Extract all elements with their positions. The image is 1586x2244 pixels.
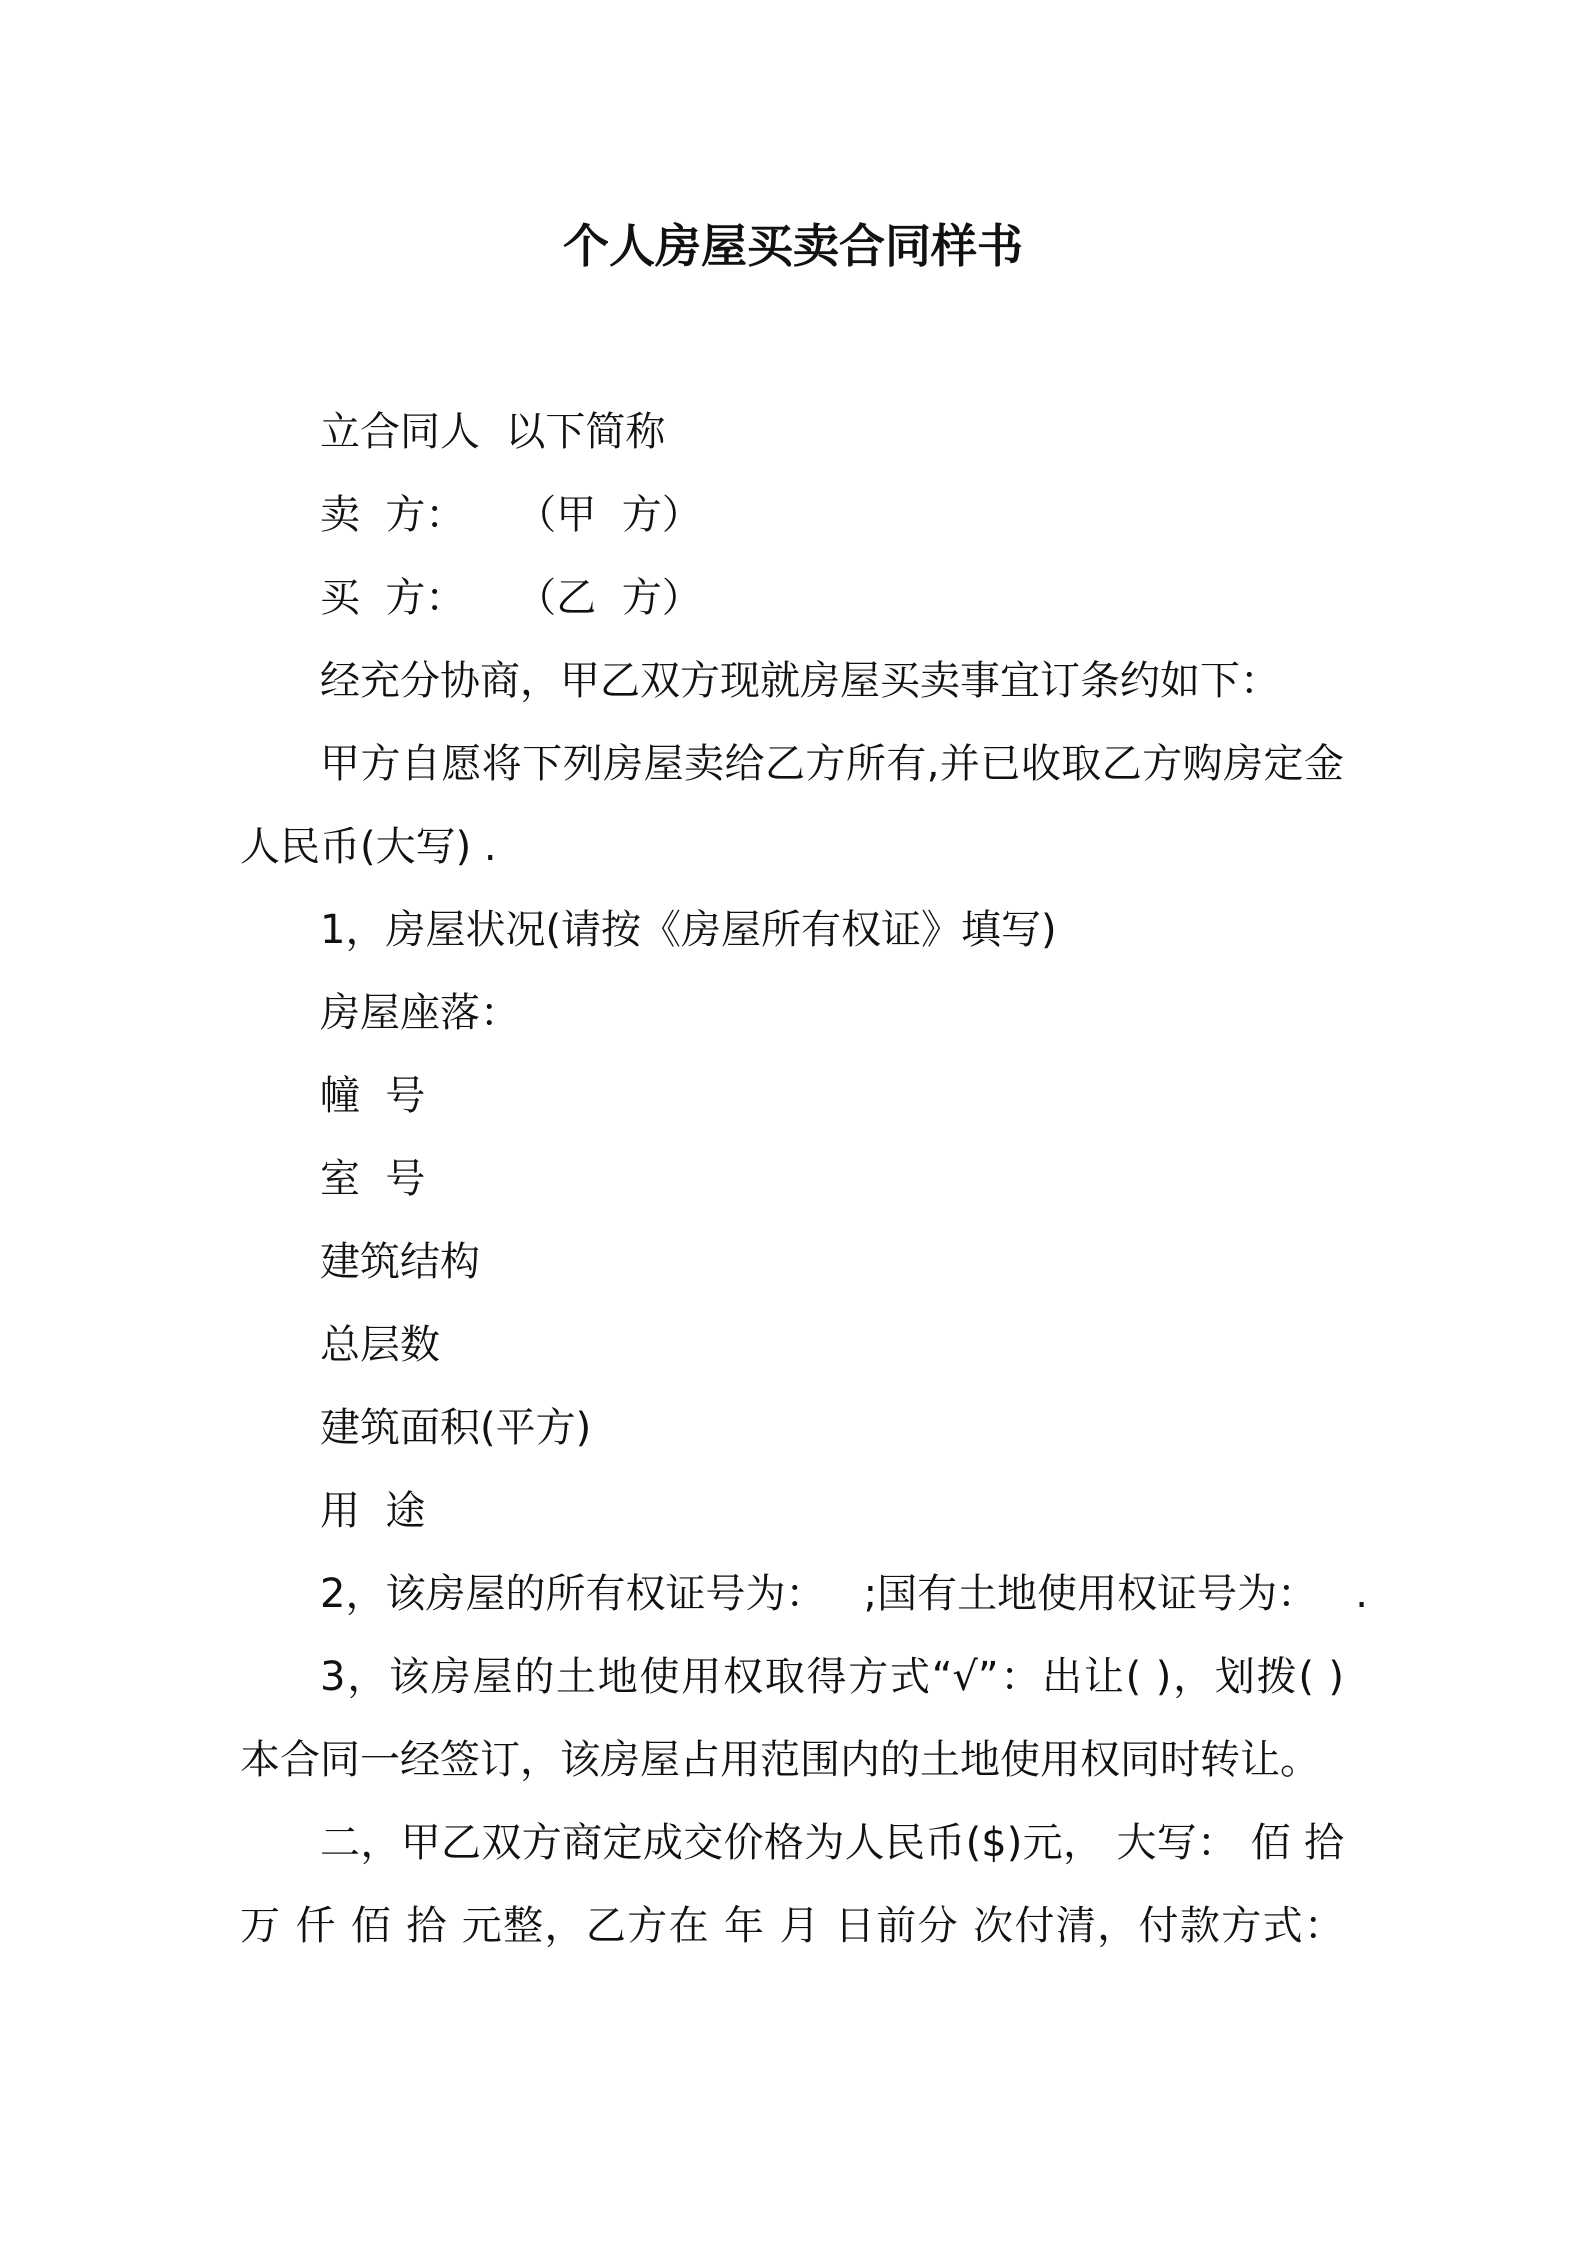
- price-line-1: 二，甲乙双方商定成交价格为人民币($)元， 大写： 佰 拾: [320, 1820, 1344, 1866]
- deposit-line-2: 人民币(大写) .: [240, 824, 497, 870]
- total-floors-field: 总层数: [320, 1322, 440, 1368]
- price-line-2: 万 仟 佰 拾 元整，乙方在 年 月 日前分 次付清，付款方式：: [240, 1903, 1344, 1949]
- seller-line: 卖 方： （甲 方）: [320, 492, 702, 538]
- parties-intro-line: 立合同人 以下简称: [320, 409, 666, 455]
- building-structure-field: 建筑结构: [320, 1239, 480, 1285]
- price-paragraph: [240, 1802, 1344, 1968]
- room-number-field: 室 号: [320, 1156, 426, 1202]
- building-area-field: 建筑面积(平方): [320, 1405, 592, 1451]
- land-use-line-2: 本合同一经签订，该房屋占用范围内的土地使用权同时转让。: [240, 1737, 1320, 1783]
- land-use-paragraph: [240, 1636, 1344, 1802]
- certificate-numbers-line: 2，该房屋的所有权证号为： ;国有土地使用权证号为： .: [320, 1571, 1368, 1617]
- house-status-heading: 1，房屋状况(请按《房屋所有权证》填写): [320, 907, 1057, 953]
- page-title: 个人房屋买卖合同样书: [563, 219, 1023, 273]
- usage-field: 用 途: [320, 1488, 426, 1534]
- agreement-intro-line: 经充分协商，甲乙双方现就房屋买卖事宜订条约如下：: [320, 658, 1280, 704]
- land-use-line-1: 3，该房屋的土地使用权取得方式“√”：出让( )，划拨( ): [320, 1654, 1344, 1700]
- building-number-field: 幢 号: [320, 1073, 426, 1119]
- buyer-line: 买 方： （乙 方）: [320, 575, 702, 621]
- house-location-field: 房屋座落：: [320, 990, 520, 1036]
- deposit-line-1: 甲方自愿将下列房屋卖给乙方所有,并已收取乙方购房定金: [320, 741, 1344, 787]
- contract-body: [240, 391, 1368, 1968]
- deposit-paragraph: [240, 723, 1344, 889]
